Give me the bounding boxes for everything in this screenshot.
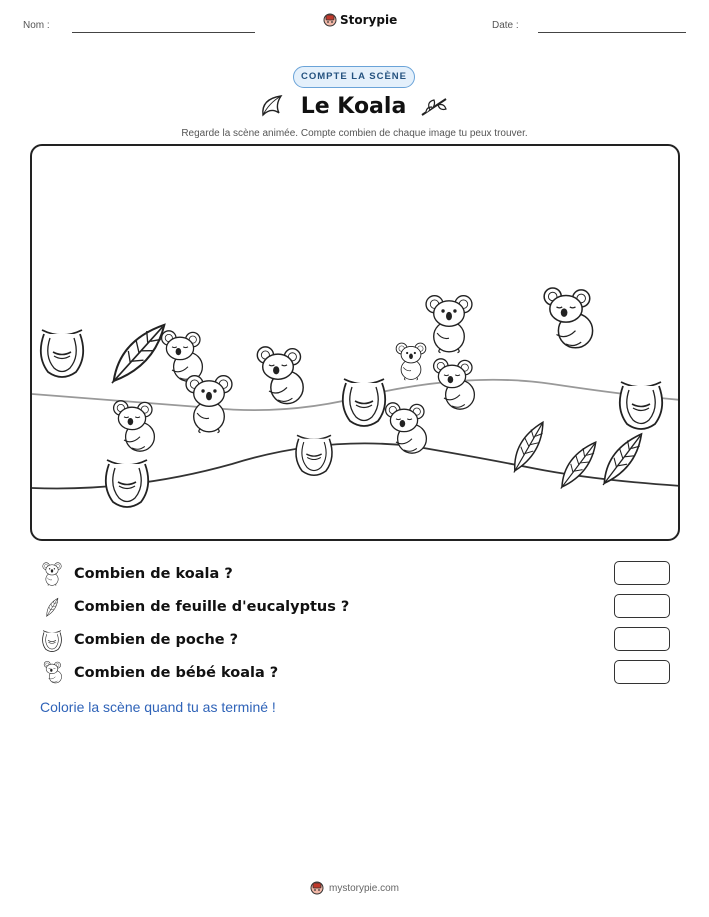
coloring-instruction: Colorie la scène quand tu as terminé ! (40, 699, 276, 715)
counting-scene[interactable] (30, 144, 680, 541)
koala (162, 331, 203, 381)
pouch (620, 382, 662, 429)
date-label: Date : (492, 20, 519, 31)
brand (323, 12, 397, 28)
eucalyptus-leaf (555, 437, 601, 494)
footer (0, 880, 709, 896)
koala (186, 376, 232, 433)
eucalyptus-branch-icon (418, 93, 450, 119)
answer-box-leaf[interactable] (614, 594, 670, 618)
title-row (0, 93, 709, 119)
answer-box-pouch[interactable] (614, 627, 670, 651)
question-koala (40, 562, 670, 586)
answer-box-koala[interactable] (614, 561, 670, 585)
footer-url[interactable]: mystorypie.com (328, 882, 399, 894)
koala (434, 359, 475, 409)
storypie-logo-icon (310, 880, 324, 896)
pouch (106, 460, 148, 507)
name-label: Nom : (23, 20, 50, 31)
eucalyptus-leaf-icon (259, 93, 289, 119)
baby-koala (396, 343, 426, 380)
pouch (41, 330, 83, 377)
question-text: Combien de koala ? (74, 566, 233, 582)
scene-illustration (32, 146, 680, 541)
koala-icon (40, 562, 64, 586)
question-text: Combien de poche ? (74, 632, 239, 648)
page-subtitle: Regarde la scène animée. Compte combien de chaque image tu peux trouver. (181, 128, 528, 139)
page-title: Le Koala (300, 93, 407, 119)
koala (386, 403, 427, 453)
pouch (343, 379, 385, 426)
brand-name: Storypie (340, 13, 398, 27)
koala (544, 288, 592, 348)
question-baby-koala (40, 661, 670, 685)
eucalyptus-leaf (104, 317, 171, 391)
baby-koala-icon (40, 661, 64, 685)
question-pouch (40, 628, 670, 652)
name-line[interactable] (72, 32, 255, 33)
pouch (296, 435, 332, 475)
question-leaf (40, 595, 670, 619)
koala (426, 296, 472, 353)
question-text: Combien de bébé koala ? (74, 665, 279, 681)
question-text: Combien de feuille d'eucalyptus ? (74, 599, 350, 615)
activity-badge: COMPTE LA SCÈNE (293, 66, 415, 88)
answer-box-baby-koala[interactable] (614, 660, 670, 684)
koala (257, 347, 303, 404)
date-line[interactable] (538, 32, 686, 33)
storypie-logo-icon (323, 12, 337, 28)
koala (114, 401, 155, 451)
eucalyptus-leaf-icon (40, 595, 64, 619)
pouch-icon (40, 628, 64, 652)
